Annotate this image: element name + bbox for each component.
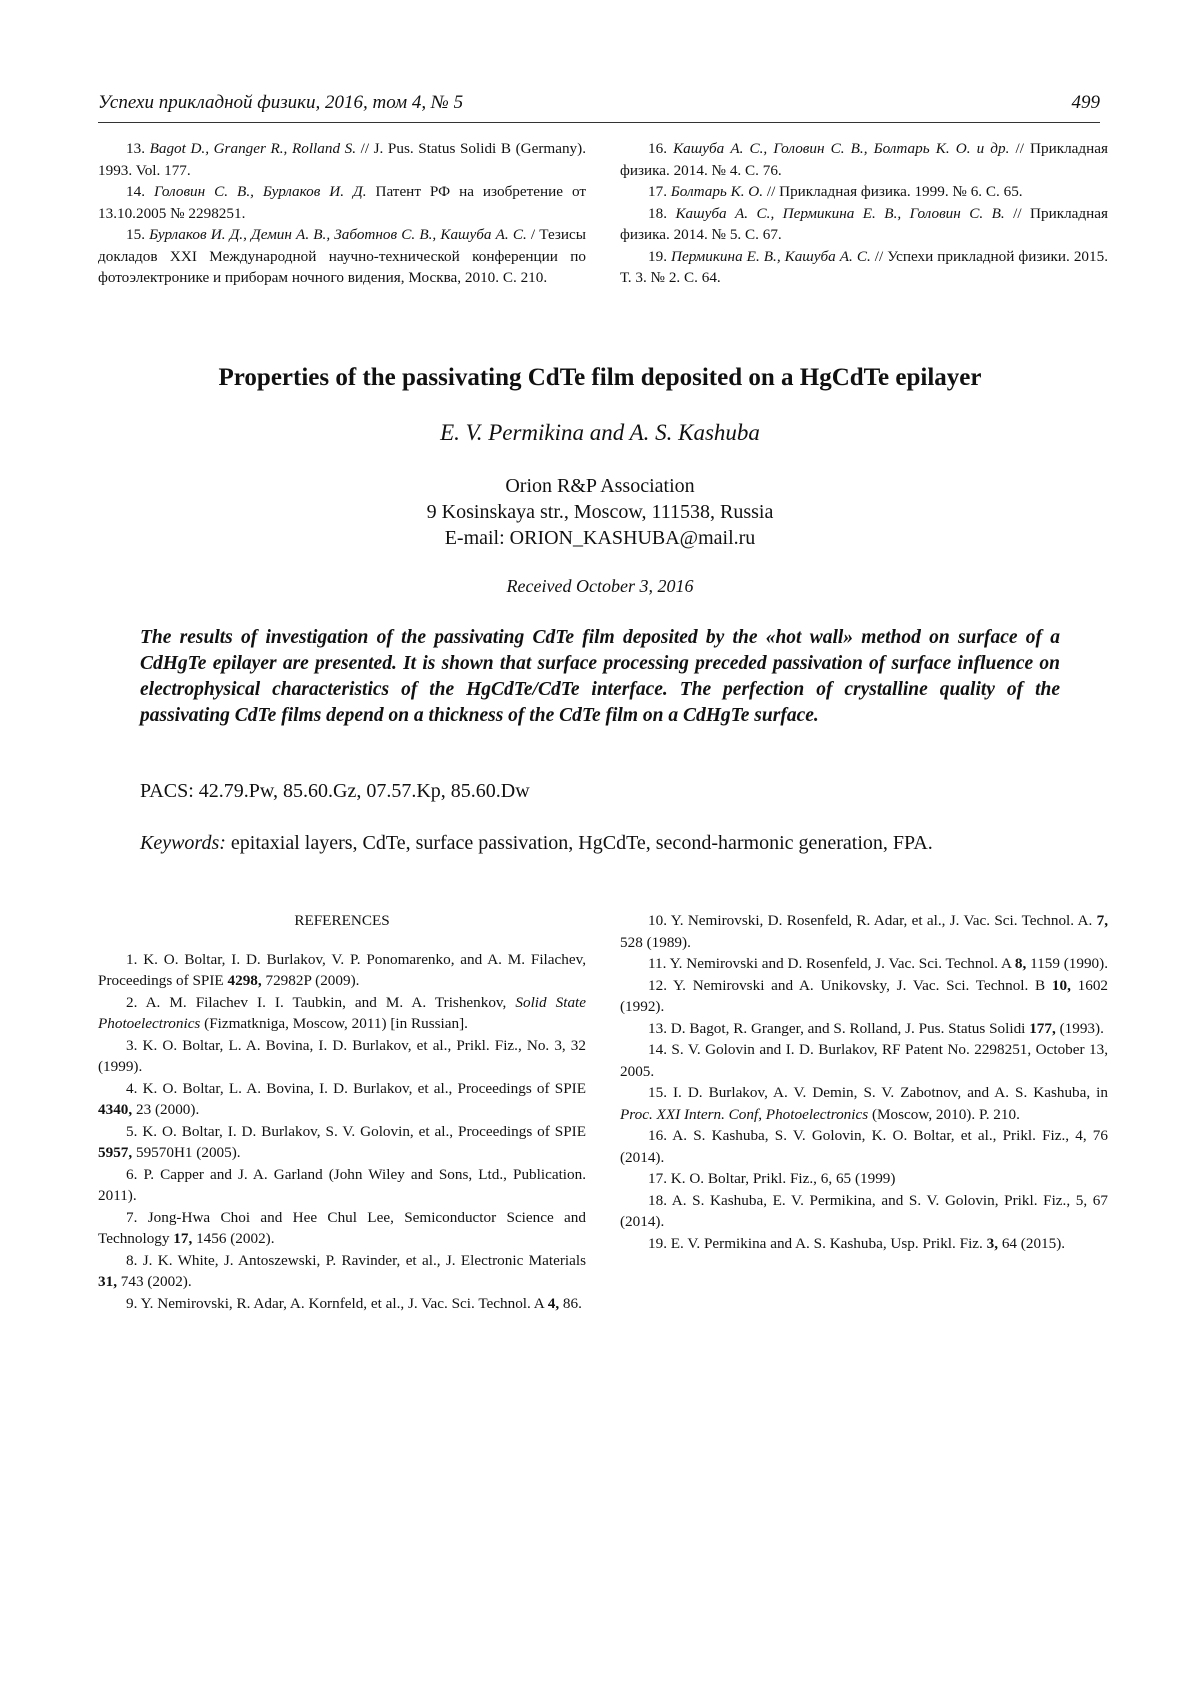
pacs-codes: PACS: 42.79.Pw, 85.60.Gz, 07.57.Kp, 85.60.Dw — [140, 780, 530, 802]
abstract: The results of investigation of the passivating CdTe film deposited by the «hot wall» method on surface of a CdHgTe epilayer are presented. It is shown that surface processing preceded passivation of surface influence on electrophysical characteristics of the HgCdTe/CdTe interface. The perfection of crystalline quality of the passivating CdTe films depend on a thickness of the CdTe film on a CdHgTe surface. — [140, 627, 1060, 726]
reference-item: 15. Бурлаков И. Д., Демин А. В., Заботнов С. В., Кашуба А. С. / Тезисы докладов XXI Международной научно-технической конференции по фотоэлектронике и приборам ночного видения, Москва, 2010. С. 210. — [98, 226, 586, 286]
english-references-right — [620, 910, 1108, 1254]
reference-item: 2. A. M. Filachev I. I. Taubkin, and M. A. Trishenkov, Solid State Photoelectronics (Fizmatkniga, Moscow, 2011) [in Russian]. — [98, 993, 586, 1032]
reference-item: 13. D. Bagot, R. Granger, and S. Rolland, J. Pus. Status Solidi 177, (1993). — [648, 1019, 1104, 1037]
affiliation-email: E-mail: ORION_KASHUBA@mail.ru — [444, 527, 756, 549]
reference-item: 4. K. O. Boltar, L. A. Bovina, I. D. Burlakov, et al., Proceedings of SPIE 4340, 23 (2000). — [98, 1079, 586, 1118]
russian-references-right — [620, 138, 1108, 289]
reference-item: 18. A. S. Kashuba, E. V. Permikina, and S. V. Golovin, Prikl. Fiz., 5, 67 (2014). — [620, 1191, 1108, 1230]
references-heading: REFERENCES — [294, 912, 390, 929]
reference-item: 9. Y. Nemirovski, R. Adar, A. Kornfeld, et al., J. Vac. Sci. Technol. A 4, 86. — [126, 1294, 582, 1312]
reference-item: 16. Кашуба А. С., Головин С. В., Болтарь К. О. и др. // Прикладная физика. 2014. № 4. С. 76. — [620, 140, 1109, 179]
reference-item: 17. Болтарь К. О. // Прикладная физика. 1999. № 6. С. 65. — [648, 183, 1023, 200]
reference-item: 12. Y. Nemirovski and A. Unikovsky, J. Vac. Sci. Technol. B 10, 1602 (1992). — [620, 976, 1109, 1015]
received-date: Received October 3, 2016 — [506, 576, 694, 596]
reference-item: 13. Bagot D., Granger R., Rolland S. // J. Pus. Status Solidi B (Germany). 1993. Vol. 177. — [98, 140, 586, 179]
reference-item: 14. Головин С. В., Бурлаков И. Д. Патент РФ на изобретение от 13.10.2005 № 2298251. — [98, 183, 587, 222]
reference-item: 7. Jong-Hwa Choi and Hee Chul Lee, Semiconductor Science and Technology 17, 1456 (2002). — [98, 1208, 586, 1247]
english-references-left — [98, 910, 586, 1314]
reference-item: 19. Пермикина Е. В., Кашуба А. С. // Успехи прикладной физики. 2015. Т. 3. № 2. С. 64. — [620, 247, 1108, 286]
page-number: 499 — [1071, 92, 1100, 113]
reference-item: 16. A. S. Kashuba, S. V. Golovin, K. O. Boltar, et al., Prikl. Fiz., 4, 76 (2014). — [620, 1127, 1108, 1166]
journal-title: Успехи прикладной физики, 2016, том 4, № 5 — [98, 92, 464, 113]
reference-item: 17. K. O. Boltar, Prikl. Fiz., 6, 65 (1999) — [648, 1170, 896, 1187]
article-title: Properties of the passivating CdTe film deposited on a HgCdTe epilayer — [218, 364, 982, 391]
reference-item: 19. E. V. Permikina and A. S. Kashuba, Usp. Prikl. Fiz. 3, 64 (2015). — [648, 1234, 1066, 1252]
keywords-list: epitaxial layers, CdTe, surface passivation, HgCdTe, second-harmonic generation, FPA. — [225, 832, 933, 854]
affiliation-name: Orion R&P Association — [505, 475, 695, 497]
russian-references-left — [98, 138, 586, 289]
reference-item: 8. J. K. White, J. Antoszewski, P. Ravinder, et al., J. Electronic Materials 31, 743 (2002). — [98, 1251, 586, 1290]
reference-item: 6. P. Capper and J. A. Garland (John Wiley and Sons, Ltd., Publication. 2011). — [98, 1165, 586, 1204]
reference-item: 11. Y. Nemirovski and D. Rosenfeld, J. Vac. Sci. Technol. A 8, 1159 (1990). — [648, 955, 1109, 972]
article-authors: E. V. Permikina and A. S. Kashuba — [440, 420, 760, 445]
reference-item: 14. S. V. Golovin and I. D. Burlakov, RF Patent No. 2298251, October 13, 2005. — [620, 1041, 1108, 1080]
keywords — [140, 832, 1060, 855]
reference-item: 18. Кашуба А. С., Пермикина Е. В., Головин С. В. // Прикладная физика. 2014. № 5. С. 67. — [620, 204, 1108, 243]
reference-item: 5. K. O. Boltar, I. D. Burlakov, S. V. Golovin, et al., Proceedings of SPIE 5957, 59570H1 (2005). — [98, 1122, 586, 1161]
keywords-label: Keywords: — [140, 832, 226, 854]
affiliation-address: 9 Kosinskaya str., Moscow, 111538, Russia — [426, 501, 774, 523]
author-affiliation — [0, 473, 1200, 551]
reference-item: 1. K. O. Boltar, I. D. Burlakov, V. P. Ponomarenko, and A. M. Filachev, Proceedings of SPIE 4298, 72982P (2009). — [98, 950, 586, 989]
reference-item: 15. I. D. Burlakov, A. V. Demin, S. V. Zabotnov, and A. S. Kashuba, in Proc. XXI Intern. Conf, Photoelectronics (Moscow, 2010). P. 210. — [620, 1084, 1108, 1123]
running-header — [98, 92, 1100, 123]
reference-item: 3. K. O. Boltar, L. A. Bovina, I. D. Burlakov, et al., Prikl. Fiz., No. 3, 32 (1999). — [98, 1036, 586, 1075]
reference-item: 10. Y. Nemirovski, D. Rosenfeld, R. Adar, et al., J. Vac. Sci. Technol. A. 7, 528 (1989). — [620, 912, 1108, 951]
